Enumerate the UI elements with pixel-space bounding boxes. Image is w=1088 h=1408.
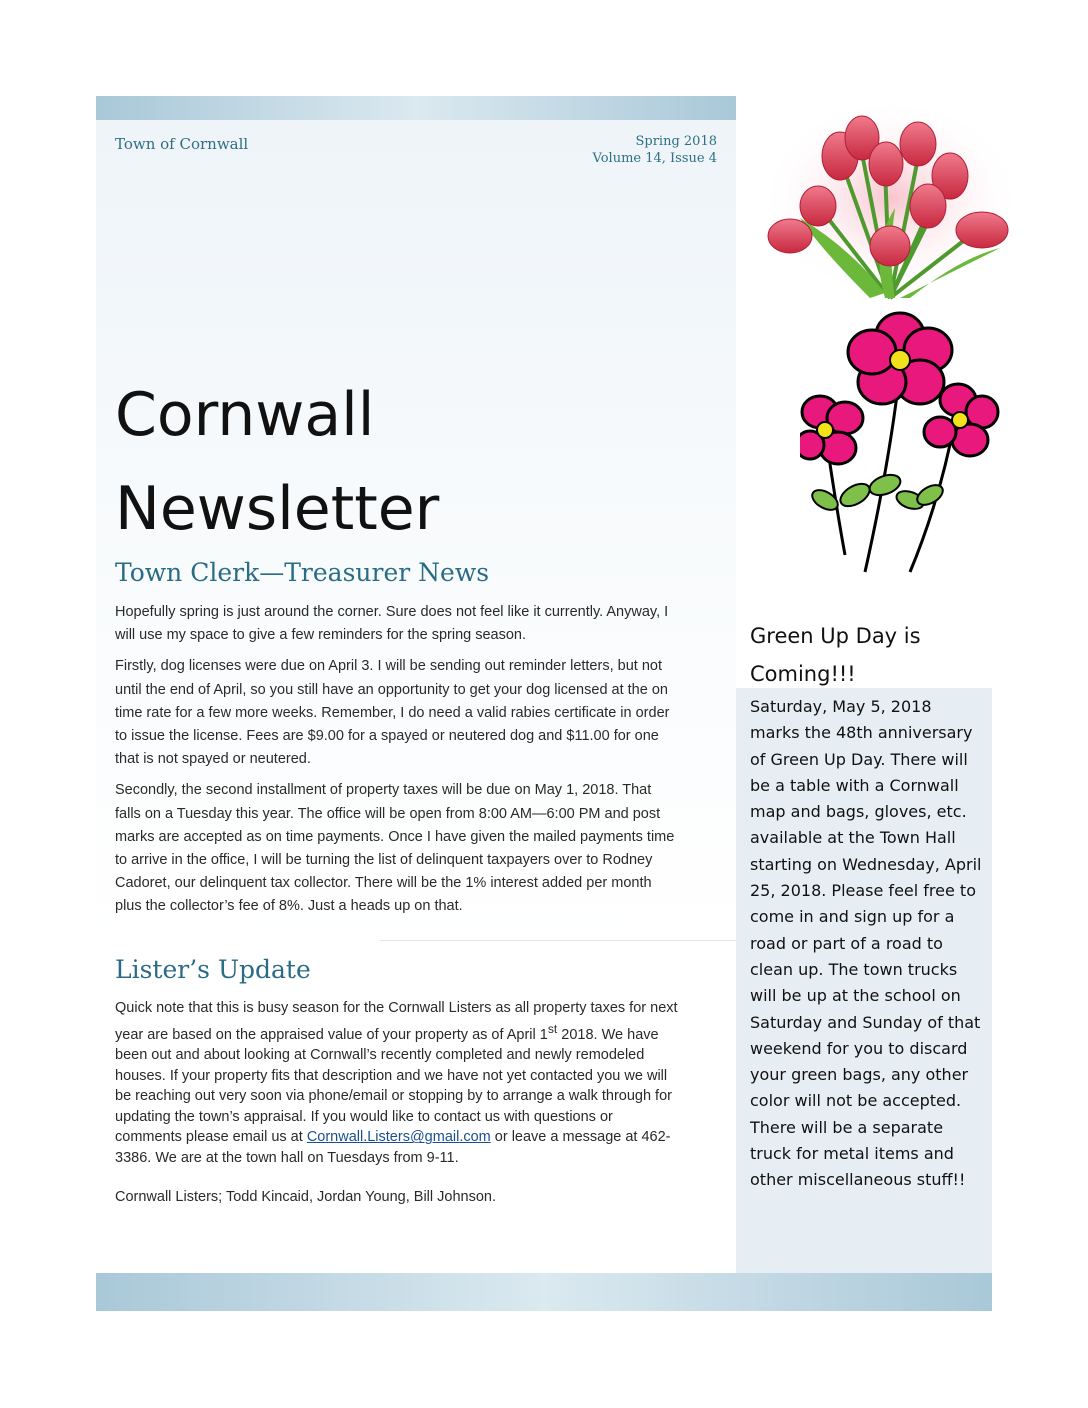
clerk-heading: Town Clerk—Treasurer News [115, 558, 490, 587]
issue-season: Spring 2018 [635, 134, 717, 149]
issue-volume: Volume 14, Issue 4 [592, 151, 717, 166]
clerk-article [115, 601, 681, 927]
lister-email-link[interactable]: Cornwall.Listers@gmail.com [306, 1129, 491, 1146]
lister-signature: Cornwall Listers; Todd Kincaid, Jordan Young, Bill Johnson. [115, 1188, 496, 1205]
lister-text-a: Quick note that this is busy season for the Cornwall Listers as all property taxes for next year are based on the appraised value of your property as of April 1 [115, 1000, 678, 1043]
page-title [115, 368, 439, 556]
sidebar-body: Saturday, May 5, 2018 marks the 48th anniversary of Green Up Day. There will be a table with a Cornwall map and bags, gloves, etc. available at the Town Hall starting on Wednesday, April 25, 2018. Please feel free to come in and sign up for a road or part of a road to clean up. The town trucks will be up at the school on Saturday and Sunday of that weekend for you to discard your green bags, any other color will not be accepted. There will be a separate truck for metal items and other miscellaneous stuff!! [750, 697, 982, 1190]
lister-heading: Lister’s Update [115, 955, 311, 984]
bottom-decorative-bar [96, 1273, 992, 1311]
clerk-paragraph-2: Firstly, dog licenses were due on April 3. I will be sending out reminder letters, but not until the end of April, so you still have an opportunity to get your dog licensed at the on time rate for a few more weeks. Remember, I do need a valid rabies certificate in order to issue the license. Fees are $9.00 for a spayed or neutered dog and $11.00 for one that is not spayed or neutered. [115, 658, 670, 768]
clerk-paragraph-1: Hopefully spring is just around the corner. Sure does not feel like it currently. Anyway, I will use my space to give a few reminders for the spring season. [115, 604, 669, 644]
lister-text-c: or leave a message at 462-3386. We are at the town hall on Tuesdays from 9-11. [115, 1129, 671, 1166]
title-line-1: Cornwall [115, 380, 375, 450]
top-decorative-bar [96, 96, 736, 120]
town-name: Town of Cornwall [115, 135, 249, 153]
clerk-paragraph-3: Secondly, the second installment of property taxes will be due on May 1, 2018. That falls on a Tuesday this year. The office will be open from 8:00 AM—6:00 PM and post marks are accepted as on time payments. Once I have given the mailed payments time to arrive in the office, I will be turning the list of delinquent taxpayers over to Rodney Cadoret, our delinquent tax collector. There will be the 1% interest added per month plus the collector’s fee of 8%. Just a heads up on that. [115, 782, 675, 915]
lister-superscript: st [547, 1021, 558, 1036]
title-line-2: Newsletter [115, 474, 440, 544]
lister-text-b: 2018. We have been out and about looking at Cornwall’s recently completed and newly remodeled houses. If your property fits that description and we have not yet contacted you we will be reaching out very soon via phone/email or stopping by to arrange a walk through for updating the town’s appraisal. If you would like to contact us with questions or comments please email us at [115, 1026, 672, 1146]
sidebar-heading: Green Up Day is Coming!!! [750, 624, 921, 686]
lister-paragraph [115, 998, 681, 1169]
lister-article [115, 998, 681, 1207]
pink-flowers-image [800, 300, 1000, 580]
tulips-image [760, 98, 1022, 300]
section-divider [380, 940, 736, 941]
issue-info [560, 133, 717, 167]
